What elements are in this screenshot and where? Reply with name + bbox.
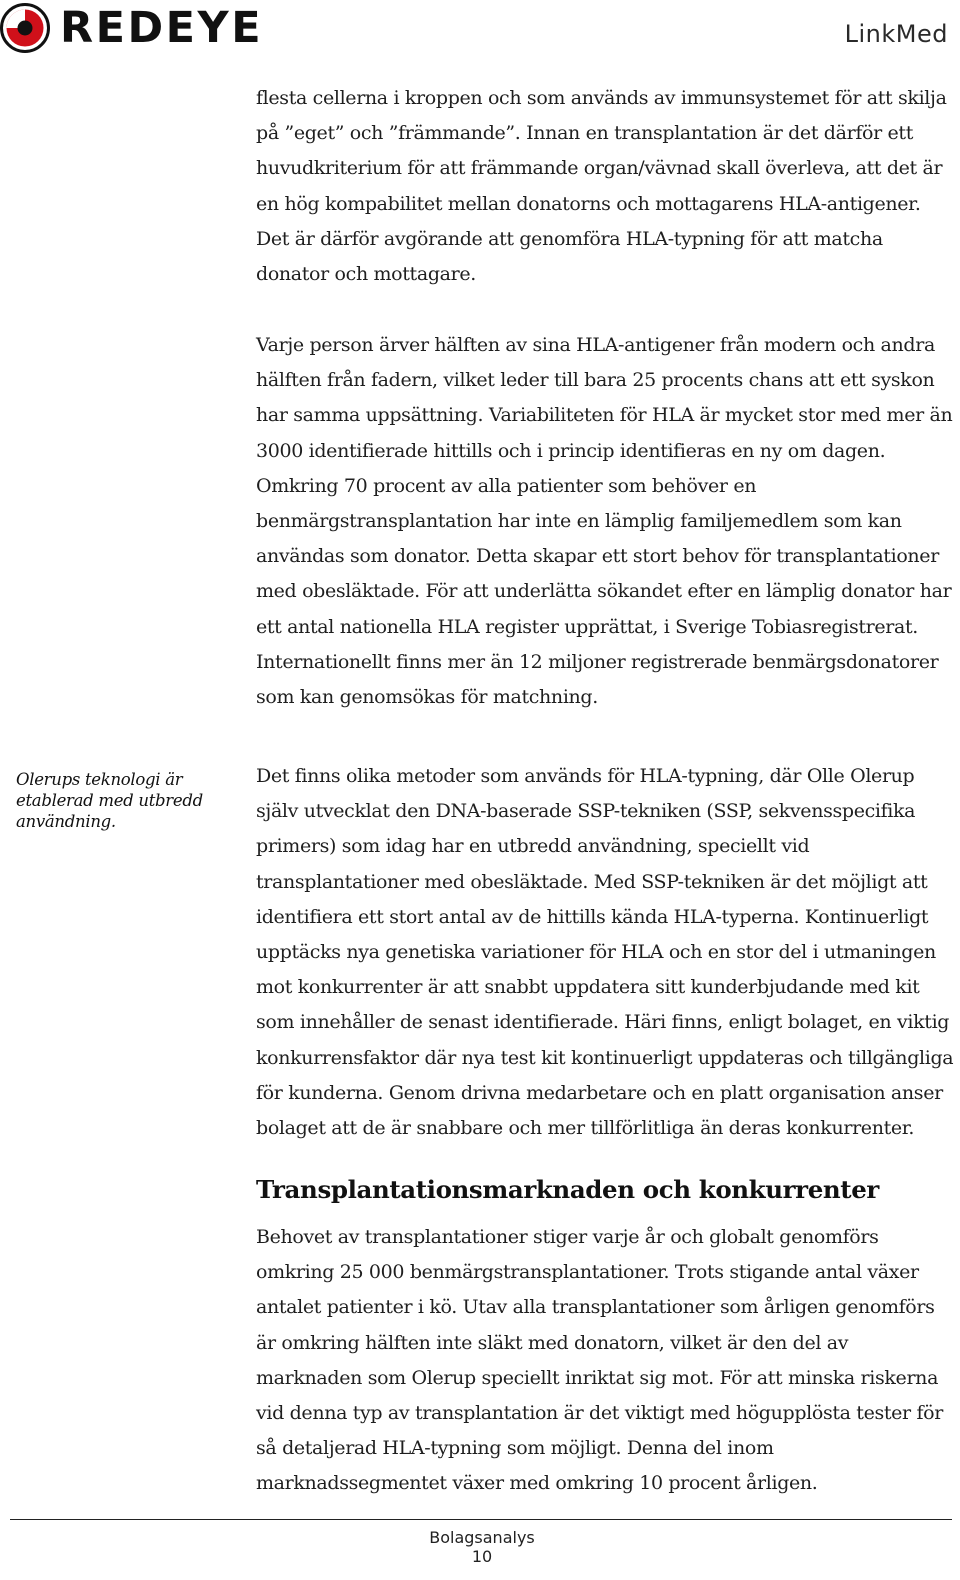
footer-label: Bolagsanalys bbox=[429, 1528, 535, 1547]
paragraph-ssp-technique: Det finns olika metoder som används för HLA-typning, där Olle Olerup själv utvecklat den DNA-baserade SSP-tekniken (SSP, sekvensspecifika primers) som idag har en utbredd användning, speciellt vid transplantationer med obesläktade. Med SSP-tekniken är det möjligt att identifiera ett stort antal av de hittills kända HLA-typerna. Kontinuerligt upptäcks nya genetiska variationer för HLA och en stor del i utmaningen mot konkurrenter är att snabbt uppdatera sitt kunderbjudande med kit som innehåller de senast identifierade. Häri finns, enligt bolaget, en viktig konkurrensfaktor där nya test kit kontinuerligt uppdateras och tillgängliga för kunderna. Genom drivna medarbetare och en platt organisation anser bolaget att de är snabbare och mer tillförlitliga än deras konkurrenter. bbox=[256, 765, 954, 1140]
paragraph-hla-intro: flesta cellerna i kroppen och som används av immunsystemet för att skilja på ”eget” och ”främmande”. Innan en transplantation är det därför ett huvudkriterium för att främmande organ/vävnad skall överleva, att det är en hög kompabilitet mellan donatorns och mottagarens HLA-antigener. Det är därför avgörande att genomföra HLA-typning för att matcha donator och mottagare. bbox=[256, 87, 947, 286]
company-name: LinkMed bbox=[844, 20, 948, 48]
page-number: 10 bbox=[471, 1547, 493, 1566]
page-footer bbox=[0, 1528, 960, 1566]
page-header bbox=[0, 0, 960, 60]
margin-note: Olerups teknologi är etablerad med utbredd användning. bbox=[16, 770, 203, 831]
logo-wordmark: REDEYE bbox=[60, 3, 264, 53]
section-heading: Transplantationsmarknaden och konkurrenter bbox=[256, 1175, 879, 1204]
footer-divider bbox=[10, 1519, 952, 1520]
paragraph-market: Behovet av transplantationer stiger varje år och globalt genomförs omkring 25 000 benmärgstransplantationer. Trots stigande antal växer antalet patienter i kö. Utav alla transplantationer som årligen genomförs är omkring hälften inte släkt med donatorn, vilket är den del av marknaden som Olerup speciellt inriktat sig mot. För att minska riskerna vid denna typ av transplantation är det viktigt med högupplösta tester för så detaljerad HLA-typning som möjligt. Denna del inom marknadssegmentet växer med omkring 10 procent årligen. bbox=[256, 1226, 943, 1495]
paragraph-hla-inheritance: Varje person ärver hälften av sina HLA-antigener från modern och andra hälften från fadern, vilket leder till bara 25 procents chans att ett syskon har samma uppsättning. Variabiliteten för HLA är mycket stor med mer än 3000 identifierade hittills och i princip identifieras en ny om dagen. Omkring 70 procent av alla patienter som behöver en benmärgstransplantation har inte en lämplig familjemedlem som kan användas som donator. Detta skapar ett stort behov för transplantationer med obesläktade. För att underlätta sökandet efter en lämplig donator har ett antal nationella HLA register upprättat, i Sverige Tobiasregistrerat. Internationellt finns mer än 12 miljoner registrerade benmärgsdonatorer som kan genomsökas för matchning. bbox=[256, 334, 953, 709]
eye-logo-icon bbox=[0, 3, 50, 53]
redeye-logo bbox=[0, 2, 263, 54]
